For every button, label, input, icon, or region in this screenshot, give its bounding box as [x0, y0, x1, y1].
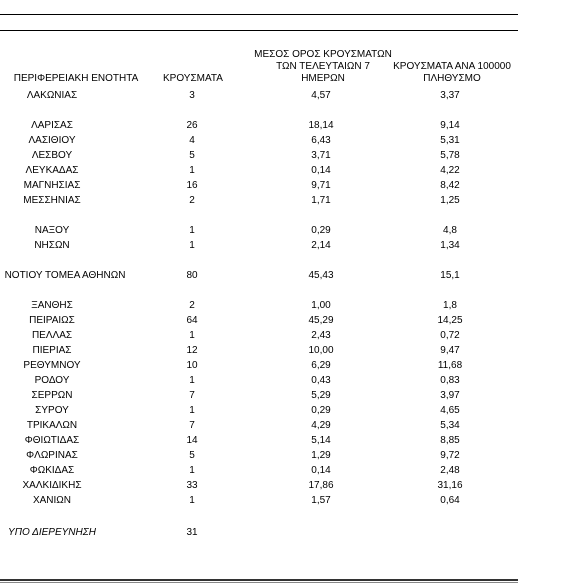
- header-avg-line2: ΤΩΝ ΤΕΛΕΥΤΑΙΩΝ 7: [276, 61, 370, 72]
- cases-cell: 1: [189, 330, 195, 341]
- per-100000-cell: 3,97: [440, 390, 460, 401]
- cases-cell: 1: [189, 375, 195, 386]
- table-row: [0, 434, 567, 448]
- region-cell: ΜΕΣΣΗΝΙΑΣ: [23, 195, 81, 206]
- avg-cell: 9,71: [311, 180, 331, 191]
- avg-cell: 0,29: [311, 405, 331, 416]
- cases-cell: 26: [186, 120, 198, 131]
- cases-cell: 7: [189, 420, 195, 431]
- cases-cell: 10: [186, 360, 198, 371]
- per-100000-cell: 3,37: [440, 90, 460, 101]
- avg-cell: 5,14: [311, 435, 331, 446]
- per-100000-cell: 9,72: [440, 450, 460, 461]
- cases-cell: 33: [186, 480, 198, 491]
- avg-cell: 10,00: [308, 345, 334, 356]
- table-row: [0, 269, 567, 283]
- per-100000-cell: 0,72: [440, 330, 460, 341]
- cases-cell: 5: [189, 450, 195, 461]
- avg-cell: 0,43: [311, 375, 331, 386]
- bottom-rule-thin: [0, 582, 518, 583]
- region-cell: ΦΛΩΡΙΝΑΣ: [26, 450, 78, 461]
- cases-cell: 1: [189, 465, 195, 476]
- cases-cell: 1: [189, 405, 195, 416]
- cases-cell: 4: [189, 135, 195, 146]
- table-row: [0, 404, 567, 418]
- cases-cell: 12: [186, 345, 198, 356]
- cases-cell: 80: [186, 270, 198, 281]
- per-100000-cell: 8,85: [440, 435, 460, 446]
- cases-cell: 1: [189, 240, 195, 251]
- region-cell: ΧΑΝΙΩΝ: [32, 495, 72, 506]
- table-row: [0, 359, 567, 373]
- cases-cell: 1: [189, 225, 195, 236]
- region-cell: ΧΑΛΚΙΔΙΚΗΣ: [22, 480, 82, 491]
- cases-cell: 2: [189, 300, 195, 311]
- avg-cell: 18,14: [308, 120, 334, 131]
- per-100000-cell: 9,14: [440, 120, 460, 131]
- region-cell: ΦΘΙΩΤΙΔΑΣ: [24, 435, 80, 446]
- avg-cell: 0,14: [311, 165, 331, 176]
- table-row: [0, 239, 567, 253]
- per-100000-cell: 5,31: [440, 135, 460, 146]
- header-avg-line1: ΜΕΣΟΣ ΟΡΟΣ ΚΡΟΥΣΜΑΤΩΝ: [254, 49, 392, 60]
- avg-cell: 4,57: [311, 90, 331, 101]
- table-row: [0, 329, 567, 343]
- table-row: [0, 179, 567, 193]
- cases-cell: 14: [186, 435, 198, 446]
- table-row: [0, 344, 567, 358]
- per-100000-cell: 8,42: [440, 180, 460, 191]
- region-cell: ΤΡΙΚΑΛΩΝ: [26, 420, 78, 431]
- per-100000-cell: 31,16: [437, 480, 463, 491]
- header-region: ΠΕΡΙΦΕΡΕΙΑΚΗ ΕΝΟΤΗΤΑ: [13, 73, 139, 84]
- per-100000-cell: 1,25: [440, 195, 460, 206]
- region-cell: ΡΕΘΥΜΝΟΥ: [23, 360, 81, 371]
- region-cell: ΥΠΟ ΔΙΕΡΕΥΝΗΣΗ: [8, 527, 96, 538]
- region-cell: ΠΕΛΛΑΣ: [31, 330, 73, 341]
- table-row: [0, 164, 567, 178]
- region-cell: ΣΕΡΡΩΝ: [31, 390, 73, 401]
- header-cases: ΚΡΟΥΣΜΑΤΑ: [163, 73, 223, 84]
- per-100000-cell: 5,78: [440, 150, 460, 161]
- per-100000-cell: 0,64: [440, 495, 460, 506]
- header-avg-line3: ΗΜΕΡΩΝ: [301, 73, 345, 84]
- table-row: [0, 119, 567, 133]
- region-cell: ΛΑΚΩΝΙΑΣ: [26, 90, 78, 101]
- cases-cell: 31: [186, 527, 198, 538]
- avg-cell: 5,29: [311, 390, 331, 401]
- table-row: [0, 419, 567, 433]
- region-cell: ΛΕΣΒΟΥ: [31, 150, 73, 161]
- region-cell: ΝΑΞΟΥ: [34, 225, 70, 236]
- avg-cell: 45,43: [308, 270, 334, 281]
- region-cell: ΝΗΣΩΝ: [34, 240, 70, 251]
- header-per-line2: ΠΛΗΘΥΣΜΟ: [423, 73, 481, 84]
- avg-cell: 1,00: [311, 300, 331, 311]
- table-row: [0, 194, 567, 208]
- avg-cell: 0,14: [311, 465, 331, 476]
- region-cell: ΜΑΓΝΗΣΙΑΣ: [23, 180, 81, 191]
- table-row: [0, 89, 567, 103]
- avg-cell: 6,43: [311, 135, 331, 146]
- per-100000-cell: 2,48: [440, 465, 460, 476]
- table-row: [0, 224, 567, 238]
- avg-cell: 4,29: [311, 420, 331, 431]
- region-cell: ΠΕΙΡΑΙΩΣ: [29, 315, 75, 326]
- per-100000-cell: 1,8: [443, 300, 457, 311]
- cases-cell: 1: [189, 165, 195, 176]
- avg-cell: 17,86: [308, 480, 334, 491]
- per-100000-cell: 4,65: [440, 405, 460, 416]
- avg-cell: 2,14: [311, 240, 331, 251]
- header-per-line1: ΚΡΟΥΣΜΑΤΑ ΑΝΑ 100000: [393, 61, 511, 72]
- region-cell: ΦΩΚΙΔΑΣ: [29, 465, 75, 476]
- avg-cell: 1,71: [311, 195, 331, 206]
- cases-cell: 5: [189, 150, 195, 161]
- region-cell: ΠΙΕΡΙΑΣ: [32, 345, 72, 356]
- per-100000-cell: 4,22: [440, 165, 460, 176]
- table-row: [0, 134, 567, 148]
- cases-cell: 7: [189, 390, 195, 401]
- per-100000-cell: 0,83: [440, 375, 460, 386]
- avg-cell: 2,43: [311, 330, 331, 341]
- region-cell: ΝΟΤΙΟΥ ΤΟΜΕΑ ΑΘΗΝΩΝ: [4, 270, 126, 281]
- table-row: [0, 526, 567, 540]
- table-row: [0, 314, 567, 328]
- avg-cell: 1,29: [311, 450, 331, 461]
- per-100000-cell: 9,47: [440, 345, 460, 356]
- per-100000-cell: 5,34: [440, 420, 460, 431]
- avg-cell: 45,29: [308, 315, 334, 326]
- cases-cell: 2: [189, 195, 195, 206]
- per-100000-cell: 4,8: [443, 225, 457, 236]
- table-row: [0, 479, 567, 493]
- table-row: [0, 374, 567, 388]
- cases-cell: 3: [189, 90, 195, 101]
- table-row: [0, 389, 567, 403]
- per-100000-cell: 15,1: [440, 270, 460, 281]
- cases-cell: 1: [189, 495, 195, 506]
- per-100000-cell: 1,34: [440, 240, 460, 251]
- avg-cell: 3,71: [311, 150, 331, 161]
- per-100000-cell: 11,68: [437, 360, 463, 371]
- avg-cell: 6,29: [311, 360, 331, 371]
- region-cell: ΛΑΣΙΘΙΟΥ: [28, 135, 76, 146]
- region-cell: ΛΕΥΚΑΔΑΣ: [25, 165, 79, 176]
- region-cell: ΣΥΡΟΥ: [35, 405, 69, 416]
- avg-cell: 1,57: [311, 495, 331, 506]
- cases-cell: 64: [186, 315, 198, 326]
- avg-cell: 0,29: [311, 225, 331, 236]
- region-cell: ΞΑΝΘΗΣ: [31, 300, 73, 311]
- per-100000-cell: 14,25: [437, 315, 463, 326]
- region-cell: ΡΟΔΟΥ: [34, 375, 70, 386]
- table-row: [0, 449, 567, 463]
- table-row: [0, 299, 567, 313]
- table-row: [0, 494, 567, 508]
- cases-cell: 16: [186, 180, 198, 191]
- table-row: [0, 149, 567, 163]
- bottom-rule: [0, 579, 518, 581]
- table-row: [0, 464, 567, 478]
- region-cell: ΛΑΡΙΣΑΣ: [31, 120, 73, 131]
